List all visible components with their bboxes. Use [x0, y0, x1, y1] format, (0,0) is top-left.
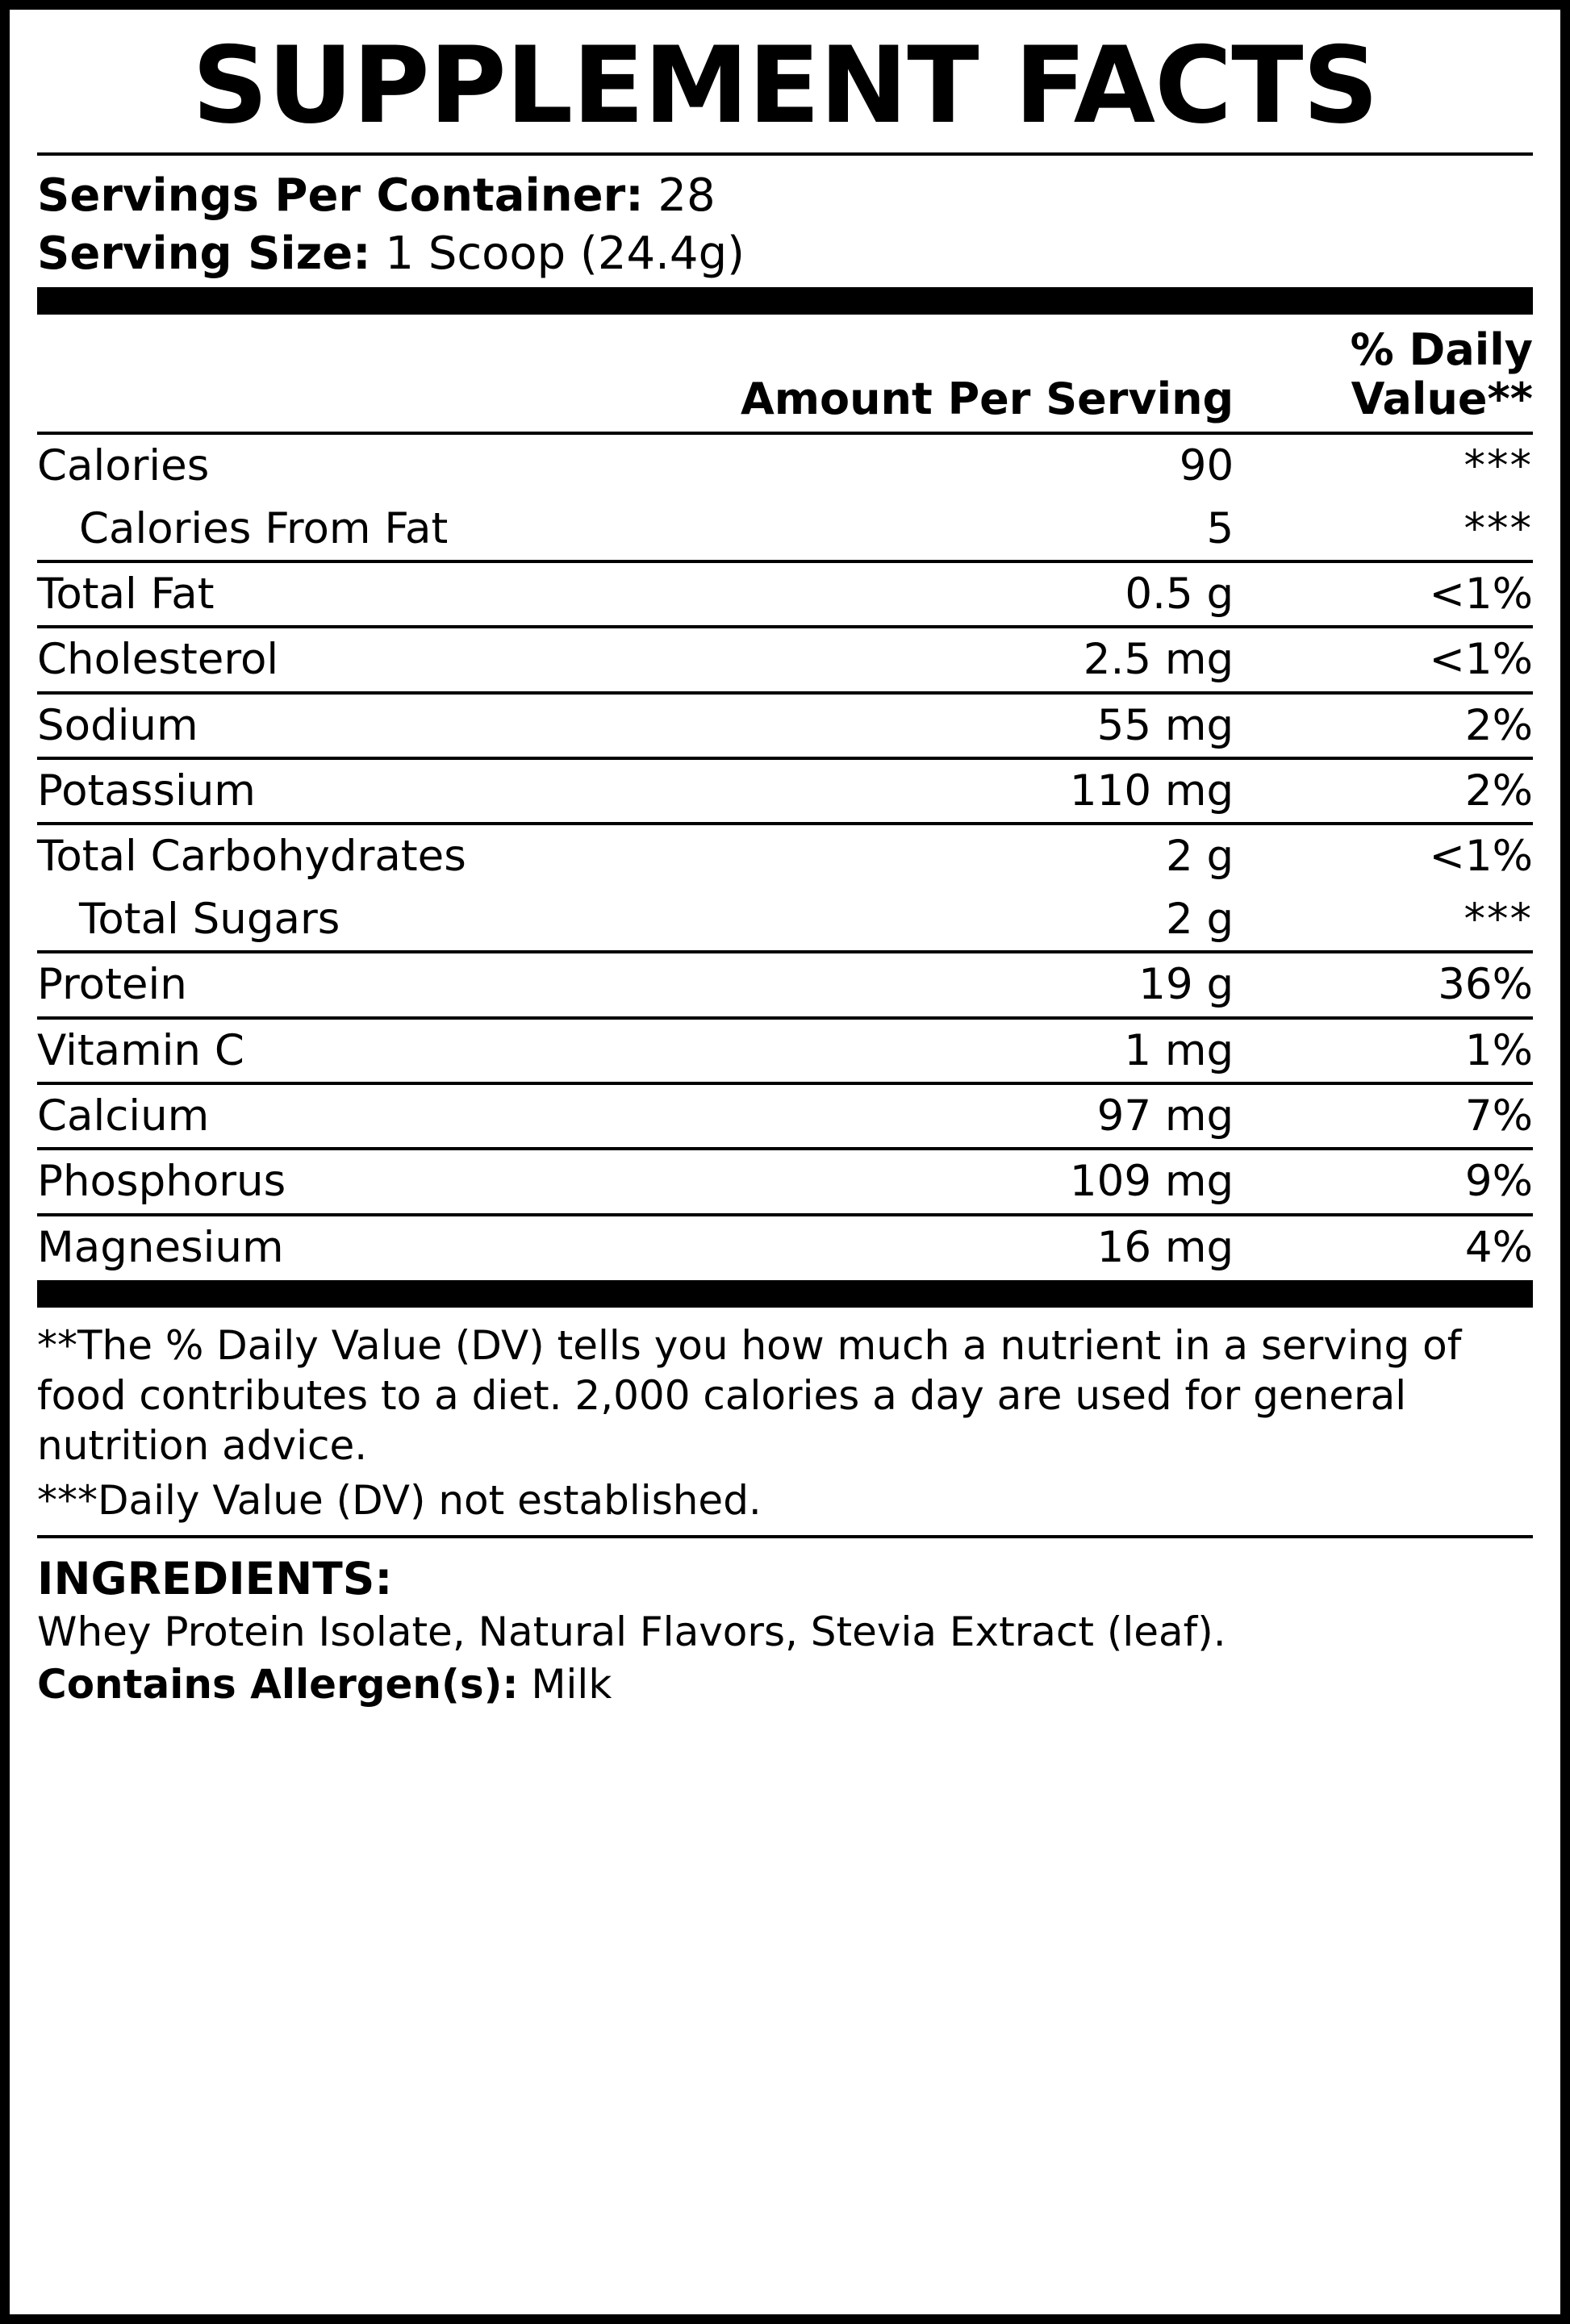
- footer-black-bar: [37, 1280, 1533, 1308]
- nutrient-amount: 2.5 mg: [740, 627, 1234, 692]
- nutrient-dv: <1%: [1234, 824, 1533, 887]
- ingredients-section: [37, 1538, 1533, 1709]
- nutrient-dv: 9%: [1234, 1149, 1533, 1214]
- nutrient-name: Sodium: [37, 693, 740, 758]
- nutrient-amount: 2 g: [1165, 894, 1234, 944]
- nutrient-dv: 2%: [1234, 693, 1533, 758]
- table-row: [37, 758, 1533, 824]
- servings-per-container: [37, 167, 1533, 225]
- allergen-value: Milk: [531, 1660, 612, 1708]
- table-row: [37, 952, 1533, 1017]
- nutrient-name: Vitamin C: [37, 1018, 740, 1083]
- ingredients-heading: INGREDIENTS:: [37, 1552, 393, 1604]
- nutrient-dv: 36%: [1234, 952, 1533, 1017]
- nutrient-dv: ***: [1234, 433, 1533, 497]
- nutrient-amount: 0.5 g: [740, 561, 1234, 627]
- bottom-spacer: [37, 1709, 1533, 2314]
- nutrient-dv: 2%: [1234, 758, 1533, 824]
- header-blank: [37, 315, 740, 433]
- nutrient-dv: ***: [1464, 503, 1533, 553]
- page-title: SUPPLEMENT FACTS: [192, 23, 1378, 147]
- header-black-bar: [37, 287, 1533, 315]
- nutrient-dv: <1%: [1234, 627, 1533, 692]
- nutrient-name: Calories From Fat: [79, 503, 449, 553]
- table-row: [37, 498, 1533, 561]
- nutrient-name: Total Fat: [37, 561, 740, 627]
- nutrient-dv: 1%: [1234, 1018, 1533, 1083]
- table-row: [37, 888, 1533, 952]
- nutrient-name: Cholesterol: [37, 627, 740, 692]
- nutrient-name: Calories: [37, 433, 740, 497]
- allergen-statement: [37, 1657, 1533, 1709]
- nutrient-amount: 90: [740, 433, 1234, 497]
- footnote-not-established: ***Daily Value (DV) not established.: [37, 1476, 762, 1524]
- table-row: [37, 1149, 1533, 1214]
- header-amount-per-serving: Amount Per Serving: [740, 373, 1234, 424]
- table-row: [37, 1083, 1533, 1149]
- nutrient-amount: 19 g: [740, 952, 1234, 1017]
- nutrient-amount: 5: [1206, 503, 1234, 553]
- serving-size-value: 1 Scoop (24.4g): [385, 227, 745, 280]
- nutrient-name: Calcium: [37, 1083, 740, 1149]
- nutrient-name: Potassium: [37, 758, 740, 824]
- footnotes: [37, 1308, 1533, 1530]
- header-daily-value: % Daily Value**: [1350, 324, 1533, 424]
- table-row: [37, 561, 1533, 627]
- servings-per-container-label: Servings Per Container:: [37, 169, 644, 222]
- table-row: [37, 433, 1533, 497]
- nutrient-amount: 1 mg: [740, 1018, 1234, 1083]
- nutrient-amount: 16 mg: [740, 1215, 1234, 1279]
- nutrient-name: Total Carbohydrates: [37, 824, 740, 887]
- table-header-row: [37, 315, 1533, 433]
- serving-size-label: Serving Size:: [37, 227, 371, 280]
- nutrient-amount: 109 mg: [740, 1149, 1234, 1214]
- nutrient-dv: ***: [1464, 894, 1533, 944]
- nutrient-name: Phosphorus: [37, 1149, 740, 1214]
- table-row: [37, 1215, 1533, 1279]
- table-row: [37, 627, 1533, 692]
- nutrient-amount: 97 mg: [740, 1083, 1234, 1149]
- footnote-daily-value: **The % Daily Value (DV) tells you how much a nutrient in a serving of food contributes to a diet. 2,000 calories a day are used for general nutrition advice.: [37, 1321, 1462, 1469]
- allergen-label: Contains Allergen(s):: [37, 1660, 519, 1708]
- nutrient-name: Magnesium: [37, 1215, 740, 1279]
- ingredients-list: Whey Protein Isolate, Natural Flavors, Stevia Extract (leaf).: [37, 1608, 1226, 1655]
- table-row: [37, 1018, 1533, 1083]
- nutrient-name: Protein: [37, 952, 740, 1017]
- serving-size: [37, 225, 1533, 283]
- nutrition-table: [37, 315, 1533, 1279]
- nutrient-amount: 55 mg: [740, 693, 1234, 758]
- nutrient-dv: 7%: [1234, 1083, 1533, 1149]
- nutrient-amount: 110 mg: [740, 758, 1234, 824]
- nutrient-dv: 4%: [1234, 1215, 1533, 1279]
- nutrient-amount: 2 g: [740, 824, 1234, 887]
- table-row: [37, 824, 1533, 887]
- nutrient-dv: <1%: [1234, 561, 1533, 627]
- servings-block: [37, 156, 1533, 287]
- table-row: [37, 693, 1533, 758]
- nutrient-name: Total Sugars: [79, 894, 340, 944]
- servings-per-container-value: 28: [658, 169, 716, 222]
